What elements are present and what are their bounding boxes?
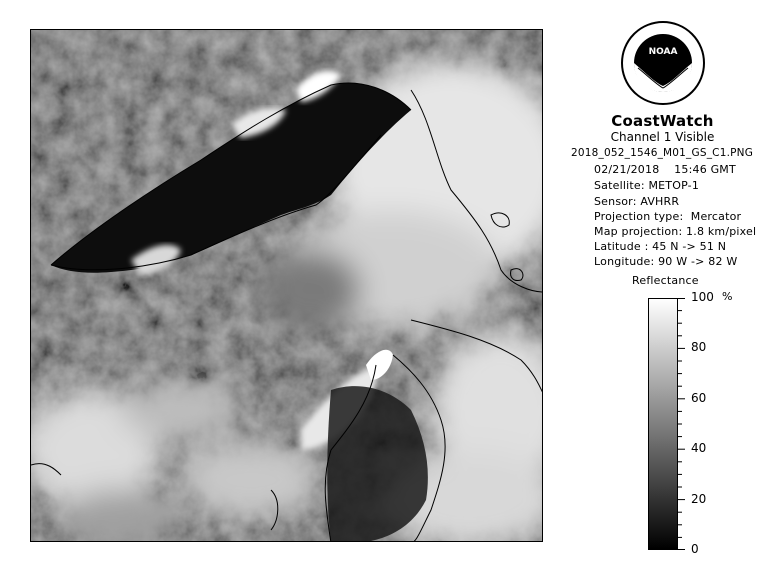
latitude-text: Latitude : 45 N -> 51 N (594, 240, 727, 253)
map-projection-text: Map projection: 1.8 km/pixel (594, 225, 757, 238)
sensor-text: Sensor: AVHRR (594, 195, 680, 208)
tick-label-100: 100 (691, 290, 714, 304)
tick-label-40: 40 (691, 441, 707, 456)
tick-label-20: 20 (691, 491, 707, 506)
projection-text: Projection type: Mercator (594, 210, 742, 223)
channel-label: Channel 1 Visible (610, 130, 715, 144)
tick-label-60: 60 (691, 390, 707, 405)
satellite-text: Satellite: METOP-1 (594, 179, 700, 192)
noaa-logo (620, 20, 706, 106)
tick-label-80: 80 (691, 340, 707, 355)
filename-text: 2018_052_1546_M01_GS_C1.PNG (571, 147, 754, 159)
colorbar-ticks (678, 298, 738, 550)
satellite-image (30, 29, 543, 542)
tick-label-0: 0 (691, 542, 699, 556)
noaa-logo-svg (620, 20, 706, 106)
legend-title: Reflectance (632, 274, 699, 287)
reflectance-colorbar (648, 298, 678, 550)
legend-unit: % (722, 290, 733, 303)
longitude-text: Longitude: 90 W -> 82 W (594, 255, 738, 268)
datetime-text: 02/21/2018 15:46 GMT (594, 163, 736, 176)
app-title: CoastWatch (611, 112, 714, 130)
noaa-logo-text: NOAA (648, 47, 678, 57)
satellite-image-svg (31, 30, 543, 542)
